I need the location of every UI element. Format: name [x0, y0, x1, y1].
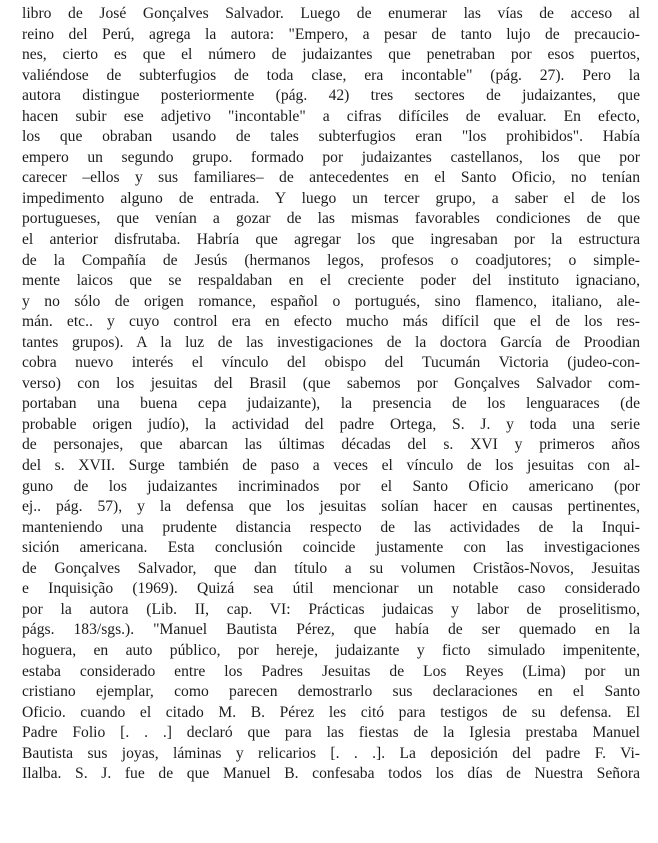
text-line: de Gonçalves Salvador, que dan título a su volumen Cristãos-Novos, Jesuitas	[22, 559, 640, 577]
document-page	[22, 4, 640, 785]
text-line: Oficio. cuando el citado M. B. Pérez les citó para testigos de su defensa. El	[22, 703, 640, 721]
text-line: los que obraban usando de tales subterfugios eran "los prohibidos". Había	[22, 128, 640, 146]
text-line: y no sólo de origen romance, español o portugués, sino flamenco, italiano, ale-	[22, 292, 640, 310]
text-line: hacen subir ese adjetivo "incontable" a cifras difíciles de evaluar. En efecto,	[22, 107, 640, 125]
text-line: de la Compañía de Jesús (hermanos legos, profesos o coadjutores; o simple-	[22, 251, 640, 269]
text-line: impedimento alguno de entrada. Y luego un tercer grupo, a saber el de los	[22, 189, 640, 207]
text-line: cristiano ejemplar, como parecen demostrarlo sus declaraciones en el Santo	[22, 683, 640, 701]
text-line: hoguera, en auto público, por hereje, judaizante y ficto simulado impenitente,	[22, 641, 640, 659]
text-line: portugueses, que venían a gozar de las mismas favorables condiciones de que	[22, 210, 640, 228]
text-line: probable origen judío), la actividad del padre Ortega, S. J. y toda una serie	[22, 415, 640, 433]
text-line: manteniendo una prudente distancia respecto de las actividades de la Inqui-	[22, 518, 640, 536]
text-line: tantes grupos). A la luz de las investigaciones de la doctora García de Proodian	[22, 333, 640, 351]
text-line: e Inquisição (1969). Quizá sea útil mencionar un notable caso considerado	[22, 580, 640, 598]
text-line: guno de los judaizantes incriminados por el Santo Oficio americano (por	[22, 477, 640, 495]
text-line: mán. etc.. y cuyo control era en efecto mucho más difícil que el de los res-	[22, 313, 640, 331]
text-line: Padre Folio [. . .] declaró que para las fiestas de la Iglesia prestaba Manuel	[22, 724, 640, 742]
text-line: nes, cierto es que el número de judaizantes que penetraban por esos puertos,	[22, 46, 640, 64]
text-line: verso) con los jesuitas del Brasil (que sabemos por Gonçalves Salvador com-	[22, 374, 640, 392]
text-line: ej.. pág. 57), y la defensa que los jesuitas solían hacer en causas pertinentes,	[22, 498, 640, 516]
text-line: valiéndose de subterfugios de toda clase, era incontable" (pág. 27). Pero la	[22, 66, 640, 84]
text-line: carecer –ellos y sus familiares– de antecedentes en el Santo Oficio, no tenían	[22, 169, 640, 187]
text-line: del s. XVII. Surge también de paso a veces el vínculo de los jesuitas con al-	[22, 457, 640, 475]
text-line: Bautista sus joyas, láminas y relicarios [. . .]. La deposición del padre F. Vi-	[22, 744, 640, 762]
text-line: reino del Perú, agrega la autora: "Empero, a pesar de tanto lujo de precaucio-	[22, 25, 640, 43]
text-line: estaba considerado entre los Padres Jesuitas de Los Reyes (Lima) por un	[22, 662, 640, 680]
text-line: de personajes, que abarcan las últimas décadas del s. XVI y primeros años	[22, 436, 640, 454]
text-line: cobra nuevo interés el vínculo del obispo del Tucumán Victoria (judeo-con-	[22, 354, 640, 372]
text-line: sición americana. Esta conclusión coincide justamente con las investigaciones	[22, 539, 640, 557]
text-line: portaban una buena cepa judaizante), la presencia de los lenguaraces (de	[22, 395, 640, 413]
text-line: empero un segundo grupo. formado por judaizantes castellanos, los que por	[22, 148, 640, 166]
text-line: el anterior disfrutaba. Habría que agregar los que ingresaban por la estructura	[22, 231, 640, 249]
text-line: págs. 183/sgs.). "Manuel Bautista Pérez, que había de ser quemado en la	[22, 621, 640, 639]
text-line: Ilalba. S. J. fue de que Manuel B. confesaba todos los días de Nuestra Señora	[22, 765, 640, 783]
text-line: por la autora (Lib. II, cap. VI: Prácticas judaicas y labor de proselitismo,	[22, 600, 640, 618]
text-line: libro de José Gonçalves Salvador. Luego de enumerar las vías de acceso al	[22, 5, 640, 22]
text-line: autora distingue posteriormente (pág. 42) tres sectores de judaizantes, que	[22, 87, 640, 105]
text-line: mente laicos que se respaldaban en el creciente poder del instituto ignaciano,	[22, 272, 640, 290]
